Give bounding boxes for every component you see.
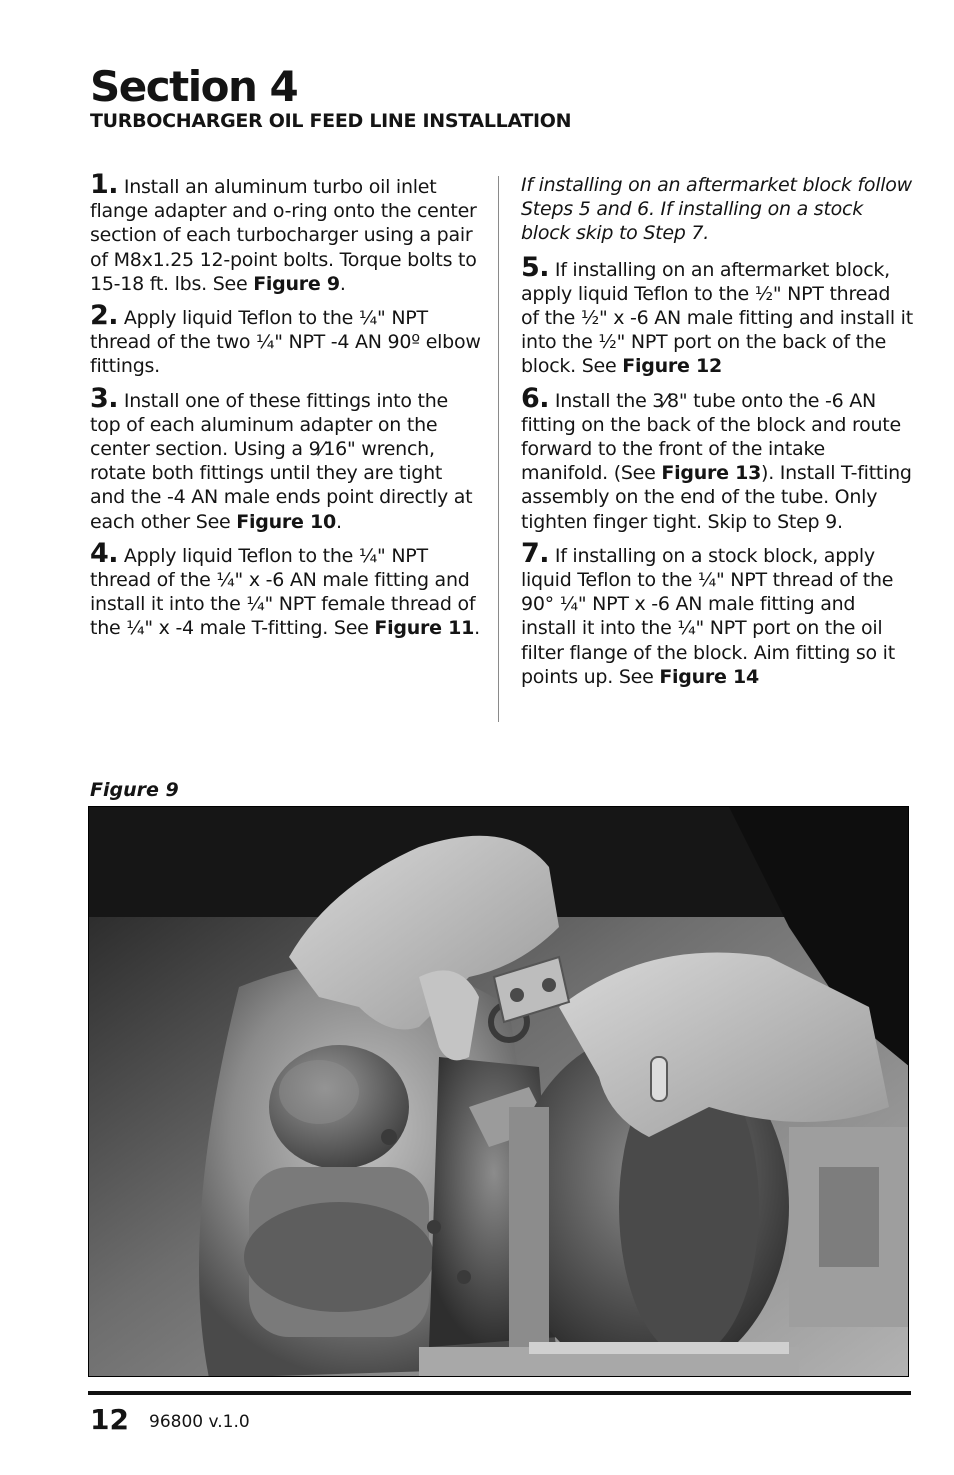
step-text: Install an aluminum turbo oil inlet flange adapter and o-ring onto the center section of each turbocharger using a pair of M8x1.25 12-point bolts. Torque bolts to 15-18 ft. lbs. See [90,176,477,295]
step-text: If installing on a stock block, apply liquid Teflon to the ¼" NPT thread of the 90° ¼" NPT x -6 AN male fitting and install it into the ¼" NPT port on the oil filter flange of the block. Aim fitting so it points up. See [521,544,895,688]
step-number: 1. [90,169,119,200]
section-subtitle: TURBOCHARGER OIL FEED LINE INSTALLATION [90,110,572,132]
step-number: 4. [90,537,119,569]
step-number: 2. [90,300,119,332]
figure-reference: Figure 9 [253,272,340,295]
figure-9-photo [88,806,909,1377]
intro-note: If installing on an aftermarket block follow Steps 5 and 6. If installing on a stock block skip to Step 7. [521,174,912,245]
figure-reference: Figure 12 [622,355,722,378]
left-column [90,169,482,649]
step-text: If installing on an aftermarket block, apply liquid Teflon to the ½" NPT thread of the ½" x -6 AN male fitting and install it into the ½" NPT port on the back of the block. See [521,258,913,378]
figure-reference: Figure 14 [659,665,759,688]
figure-reference: Figure 10 [236,510,336,533]
page-number: 12 [90,1403,129,1436]
step-text: Install one of these fittings into the top of each aluminum adapter on the center section. Using a 9⁄16" wrench, rotate both fittings until they are tight and the -4 AN male ends point directly at each other See [90,389,473,533]
step-4 [90,537,482,641]
section-title: Section 4 [90,62,298,111]
step-5 [521,251,913,379]
figure-reference: Figure 13 [661,462,762,485]
right-column [521,173,913,697]
footer-rule [88,1391,911,1395]
step-text: Apply liquid Teflon to the ¼" NPT thread of the ¼" x -6 AN male fitting and install it into the ¼" NPT female thread of the ¼" x -4 male T-fitting. See [90,544,476,640]
step-6 [521,382,913,534]
figure-caption: Figure 9 [90,779,179,801]
step-3 [90,382,482,534]
step-number: 3. [90,382,119,414]
step-1 [90,169,482,296]
step-tail: . [339,272,346,295]
step-number: 7. [521,537,550,569]
section-heading [90,64,571,132]
step-tail: ). Install T-fitting assembly on the end of the tube. Only tighten finger tight. Skip to Step 9. [521,462,912,533]
step-number: 6. [521,382,550,414]
figure-reference: Figure 11 [374,617,475,640]
step-text: Apply liquid Teflon to the ¼" NPT thread of the two ¼" NPT -4 AN 90º elbow fittings. [90,307,481,378]
step-tail: . [335,510,342,533]
turbocharger-photo-illustration [89,807,909,1377]
step-7 [521,537,913,689]
document-version: 96800 v.1.0 [149,1412,250,1432]
step-2 [90,300,482,379]
column-divider [498,176,499,722]
step-tail: . [474,617,480,640]
step-text: Install the 3⁄8" tube onto the -6 AN fitting on the back of the block and route forward to the front of the intake manifold. (See [521,389,901,485]
step-number: 5. [521,251,550,283]
